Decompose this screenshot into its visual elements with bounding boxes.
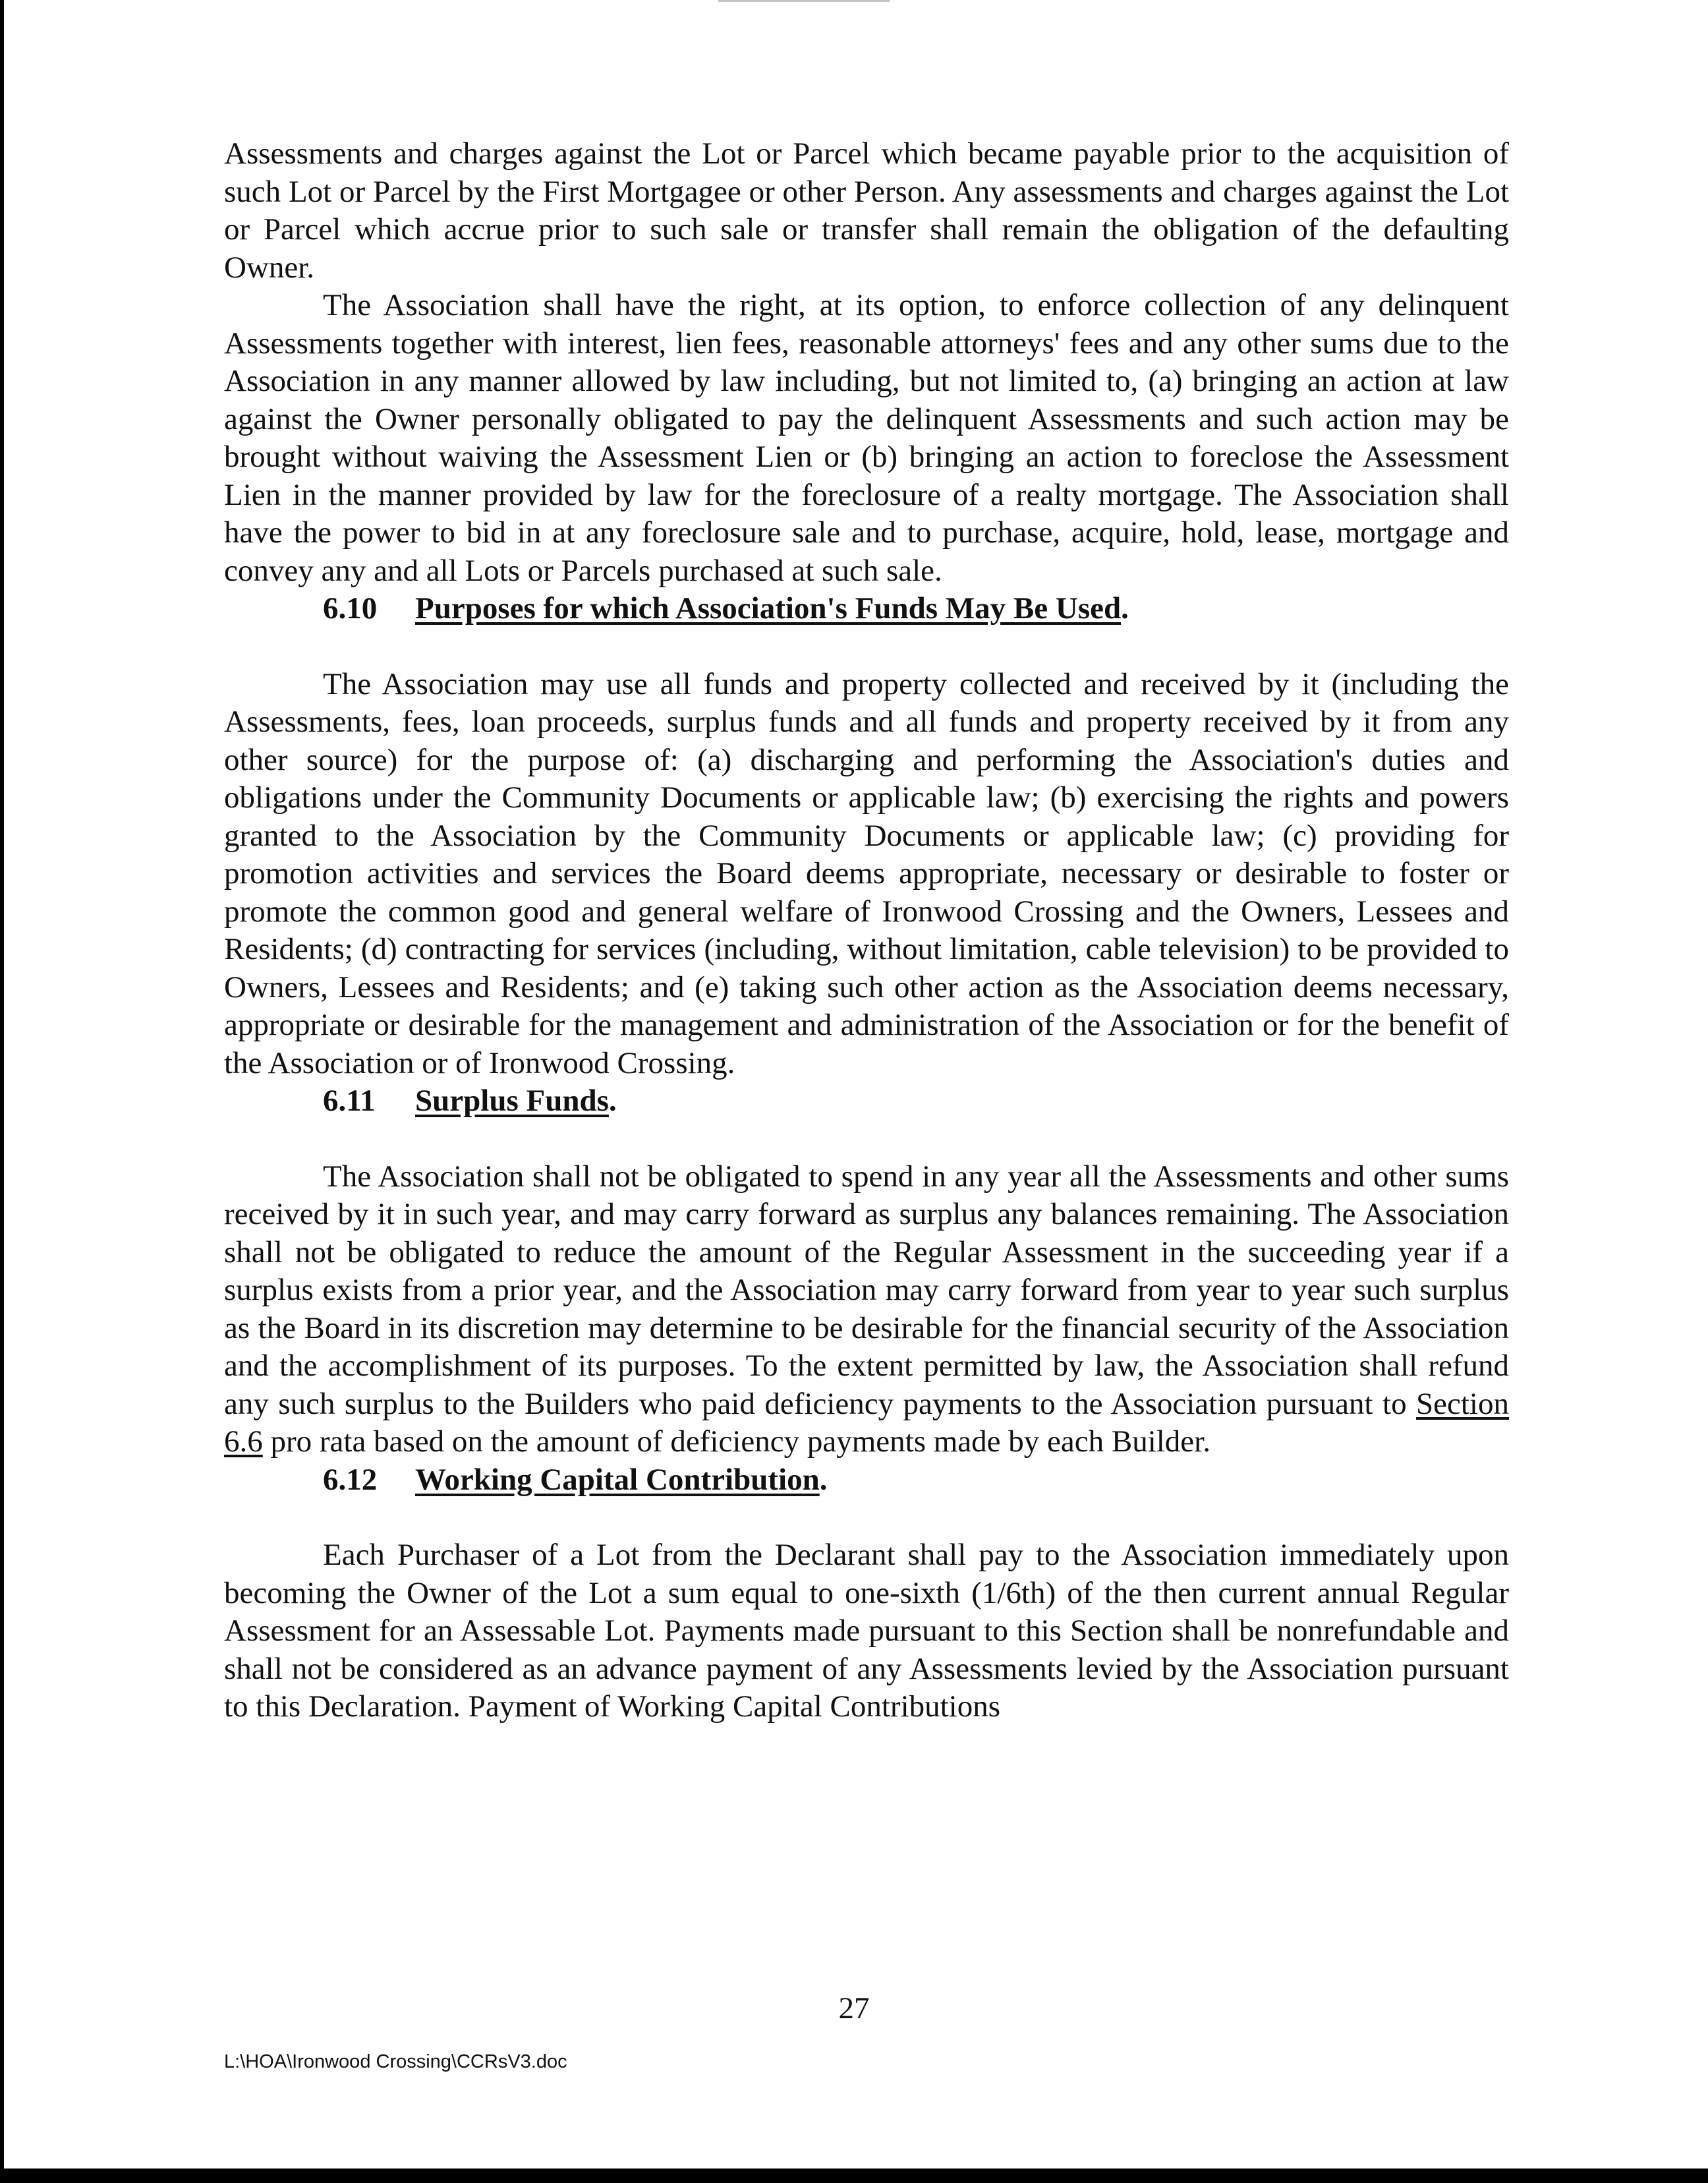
- section-heading-6-11: [224, 1082, 1509, 1121]
- section-6-11-paragraph: [224, 1158, 1509, 1461]
- section-6-11-text-after-ref: pro rata based on the amount of deficiency payments made by each Builder.: [262, 1424, 1210, 1459]
- section-number: 6.12: [323, 1462, 378, 1497]
- section-6-11-text-before-ref: The Association shall not be obligated to spend in any year all the Assessments and other sums received by it in such year, and may carry forward as surplus any balances remaining. The Association shall not be obligated to reduce the amount of the Regular Assessment in the succeeding year if a surplus exists from a prior year, and the Association may carry forward from year to year such surplus as the Board in its discretion may determine to be desirable for the financial security of the Association and the accomplishment of its purposes. To the extent permitted by law, the Association shall refund any such surplus to the Builders who paid deficiency payments to the Association pursuant to: [224, 1159, 1509, 1421]
- section-title: Purposes for which Association's Funds May Be Used: [415, 591, 1122, 626]
- section-title-period: .: [819, 1462, 828, 1497]
- paragraph-enforcement: The Association shall have the right, at its option, to enforce collection of any delinquent Assessments together with interest, lien fees, reasonable attorneys' fees and any other sums due to the Association in any manner allowed by law including, but not limited to, (a) bringing an action at law against the Owner personally obligated to pay the delinquent Assessments and such action may be brought without waiving the Assessment Lien or (b) bringing an action to foreclose the Assessment Lien in the manner provided by law for the foreclosure of a realty mortgage. The Association shall have the power to bid in at any foreclosure sale and to purchase, acquire, hold, lease, mortgage and convey any and all Lots or Parcels purchased at such sale.: [224, 288, 1509, 588]
- section-6-12-paragraph: Each Purchaser of a Lot from the Declarant shall pay to the Association immediately upon becoming the Owner of the Lot a sum equal to one-sixth (1/6th) of the then current annual Regular Assessment for an Assessable Lot. Payments made pursuant to this Section shall be nonrefundable and shall not be considered as an advance payment of any Assessments levied by the Association pursuant to this Declaration. Payment of Working Capital Contributions: [224, 1538, 1509, 1724]
- section-cross-reference: Section 6.6: [224, 1386, 1509, 1459]
- section-heading-6-10: [224, 590, 1509, 628]
- section-title-period: .: [608, 1084, 617, 1118]
- section-title: Surplus Funds: [415, 1084, 609, 1118]
- page-number: 27: [838, 1991, 870, 2025]
- footer-file-path: L:\HOA\Ironwood Crossing\CCRsV3.doc: [224, 2051, 567, 2072]
- page-content: [224, 135, 1509, 1726]
- section-title-period: .: [1121, 591, 1129, 626]
- section-title: Working Capital Contribution: [415, 1462, 820, 1497]
- scan-artifact-top: [718, 0, 890, 7]
- section-number: 6.10: [323, 591, 378, 626]
- section-number: 6.11: [323, 1084, 376, 1118]
- scan-edge-bottom: [0, 2168, 1708, 2183]
- scan-edge-left: [0, 0, 4, 2183]
- section-heading-6-12: [224, 1461, 1509, 1499]
- paragraph-continuation: Assessments and charges against the Lot or Parcel which became payable prior to the acquisition of such Lot or Parcel by the First Mortgagee or other Person. Any assessments and charges against the Lot or Parcel which accrue prior to such sale or transfer shall remain the obligation of the defaulting Owner.: [224, 136, 1509, 285]
- section-6-10-paragraph: The Association may use all funds and property collected and received by it (including the Assessments, fees, loan proceeds, surplus funds and all funds and property received by it from any other source) for the purpose of: (a) discharging and performing the Association's duties and obligations under the Community Documents or applicable law; (b) exercising the rights and powers granted to the Association by the Community Documents or applicable law; (c) providing for promotion activities and services the Board deems appropriate, necessary or desirable to foster or promote the common good and general welfare of Ironwood Crossing and the Owners, Lessees and Residents; (d) contracting for services (including, without limitation, cable television) to be provided to Owners, Lessees and Residents; and (e) taking such other action as the Association deems necessary, appropriate or desirable for the management and administration of the Association or for the benefit of the Association or of Ironwood Crossing.: [224, 666, 1509, 1080]
